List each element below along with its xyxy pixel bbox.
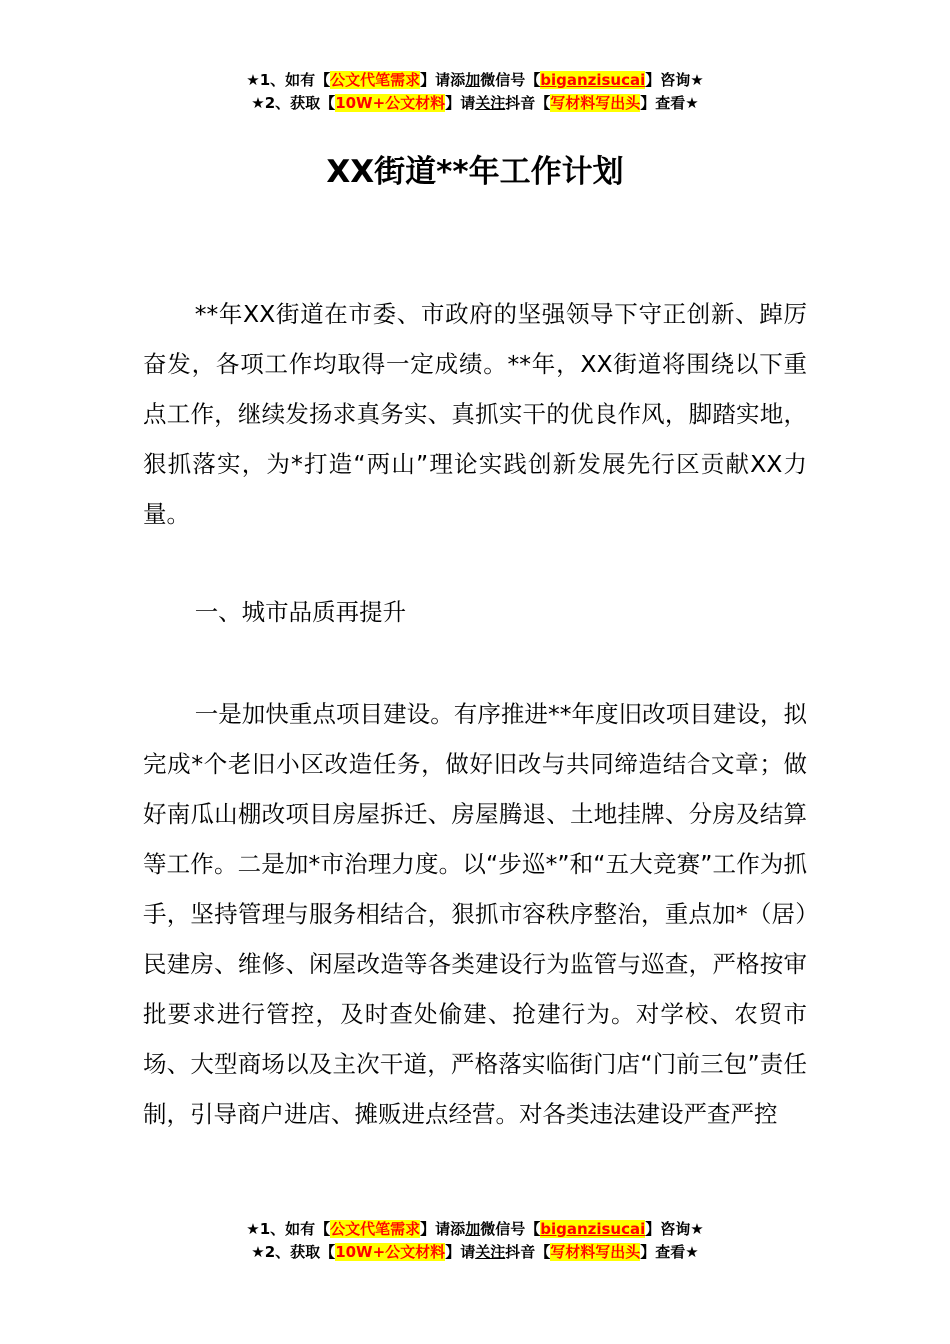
banner-emphasis: 关注 [475, 94, 506, 112]
footer-banner [0, 1218, 950, 1264]
banner-line-1 [0, 1218, 950, 1241]
banner-text: ★2、获取【 [251, 1243, 336, 1261]
banner-text: 】查看★ [640, 94, 699, 112]
header-banner [0, 69, 950, 115]
banner-highlight-service: 公文代笔需求 [330, 1220, 421, 1238]
banner-line-1 [0, 69, 950, 92]
banner-text: 】咨询★ [645, 71, 704, 89]
banner-emphasis: 关注 [475, 1243, 506, 1261]
banner-text: 】请 [445, 94, 476, 112]
banner-text: 】请 [445, 1243, 476, 1261]
intro-paragraph: **年XX街道在市委、市政府的坚强领导下守正创新、踔厉奋发，各项工作均取得一定成绩。**年，XX街道将围绕以下重点工作，继续发扬求真务实、真抓实干的优良作风，脚踏实地，狠抓落实，为*打造“两山”理论实践创新发展先行区贡献XX力量。 [143, 300, 807, 528]
banner-wechat-id[interactable]: biganzisucai [540, 1220, 646, 1238]
section-heading-block [143, 587, 807, 637]
banner-text: ★2、获取【 [251, 94, 336, 112]
banner-text: 】请添 [420, 1220, 466, 1238]
section-body-block [143, 689, 807, 1139]
banner-text: ★1、如有【 [246, 1220, 331, 1238]
banner-text: ★1、如有【 [246, 71, 331, 89]
banner-emphasis: 加 [465, 1220, 481, 1238]
banner-text: 】请添 [420, 71, 466, 89]
banner-line-2 [0, 92, 950, 115]
banner-text: 】咨询★ [645, 1220, 704, 1238]
banner-highlight-service: 公文代笔需求 [330, 71, 421, 89]
banner-highlight-materials: 10W+公文材料 [335, 1243, 446, 1261]
banner-text: 】查看★ [640, 1243, 699, 1261]
banner-text: 抖音【 [505, 94, 551, 112]
banner-line-2 [0, 1241, 950, 1264]
page-title: XX街道**年工作计划 [326, 154, 624, 190]
banner-emphasis: 加 [465, 71, 481, 89]
banner-wechat-id[interactable]: biganzisucai [540, 71, 646, 89]
section-heading: 一、城市品质再提升 [194, 598, 407, 626]
intro-paragraph-block [143, 289, 807, 539]
banner-text: 微信号【 [480, 1220, 541, 1238]
banner-text: 微信号【 [480, 71, 541, 89]
banner-douyin-account[interactable]: 写材料写出头 [550, 1243, 641, 1261]
banner-douyin-account[interactable]: 写材料写出头 [550, 94, 641, 112]
banner-highlight-materials: 10W+公文材料 [335, 94, 446, 112]
banner-text: 抖音【 [505, 1243, 551, 1261]
section-paragraph: 一是加快重点项目建设。有序推进**年度旧改项目建设，拟完成*个老旧小区改造任务，做好旧改与共同缔造结合文章；做好南瓜山棚改项目房屋拆迁、房屋腾退、土地挂牌、分房及结算等工作。二是加*市治理力度。以“步巡*”和“五大竞赛”工作为抓手，坚持管理与服务相结合，狠抓市容秩序整治，重点加*（居）民建房、维修、闲屋改造等各类建设行为监管与巡查，严格按审批要求进行管控，及时查处偷建、抢建行为。对学校、农贸市场、大型商场以及主次干道，严格落实临街门店“门前三包”责任制，引导商户进店、摊贩进点经营。对各类违法建设严查严控 [143, 700, 807, 1128]
